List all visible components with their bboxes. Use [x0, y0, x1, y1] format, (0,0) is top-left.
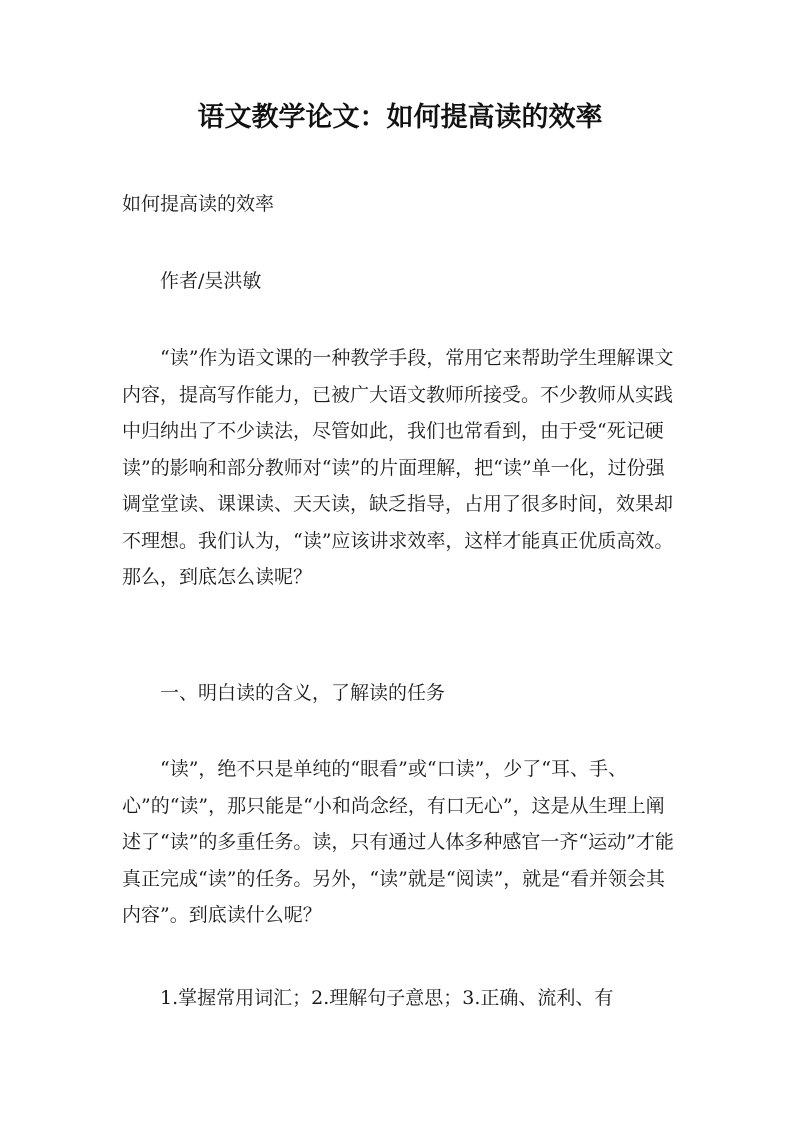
paragraph-intro: “读”作为语文课的一种教学手段，常用它来帮助学生理解课文内容，提高写作能力，已被广大语文教师所接受。不少教师从实践中归纳出了不少读法，尽管如此，我们也常看到，由于受“死记硬读”的影响和部分教师对“读”的片面理解，把“读”单一化，过份强调堂堂读、课课读、天天读，缺乏指导，占用了很多时间，效果却不理想。我们认为，“读”应该讲求效率，这样才能真正优质高效。那么，到底怎么读呢？: [122, 347, 674, 588]
author-line: 作者/吴洪敏: [160, 270, 262, 292]
article-subtitle: 如何提高读的效率: [122, 193, 275, 215]
section-heading: 一、明白读的含义，了解读的任务: [160, 682, 446, 704]
document-title: 语文教学论文：如何提高读的效率: [197, 102, 603, 133]
paragraph-meaning: “读”，绝不只是单纯的“眼看”或“口读”，少了“耳、手、心”的“读”，那只能是“小和尚念经，有口无心”，这是从生理上阐述了“读”的多重任务。读，只有通过人体多种感官一齐“运动”才能真正完成“读”的任务。另外，“读”就是“阅读”，就是“看并领会其内容”。到底读什么呢？: [122, 758, 674, 926]
paragraph-list: 1.掌握常用词汇；2.理解句子意思；3.正确、流利、有: [160, 987, 614, 1009]
